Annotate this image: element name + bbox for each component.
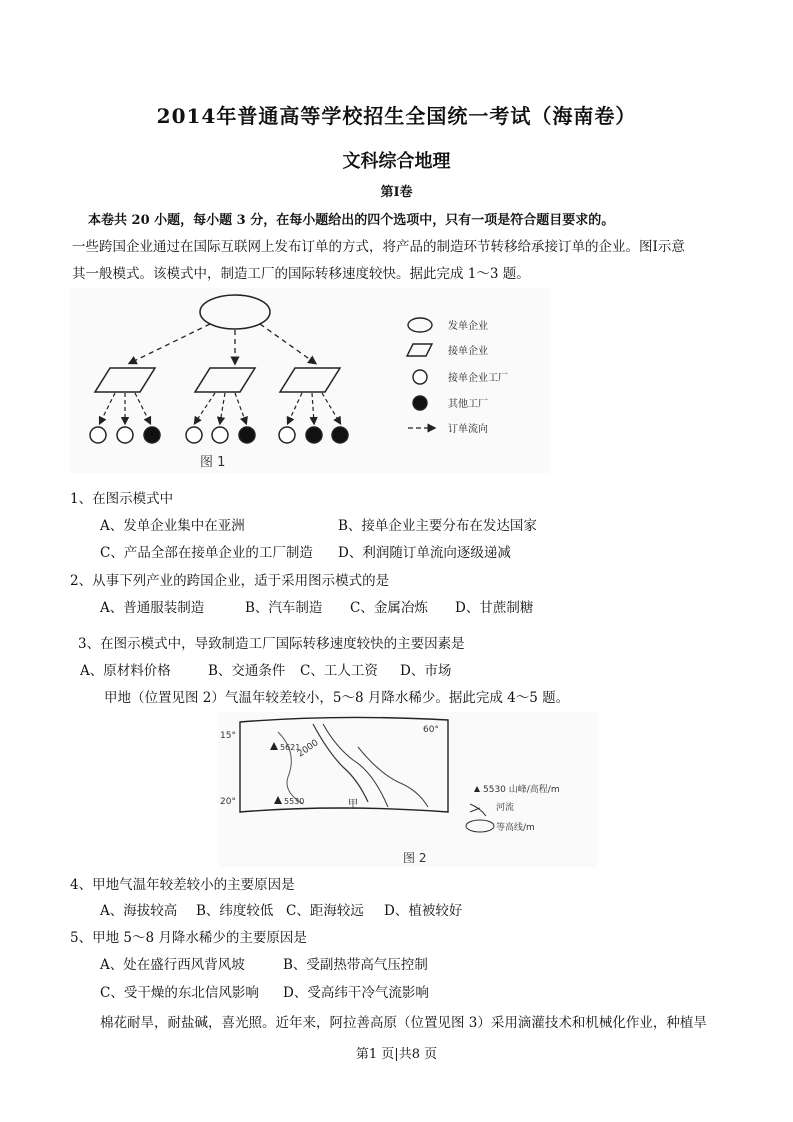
q1-option-b: B、接单企业主要分布在发达国家 xyxy=(338,518,537,534)
q4-option-b: B、纬度较低 xyxy=(196,903,274,919)
q3-option-a: A、原材料价格 xyxy=(80,663,171,679)
q5-option-c: C、受干燥的东北信风影响 xyxy=(100,985,259,1001)
intro2: 甲地（位置见图 2）气温年较差较小，5～8 月降水稀少。据此完成 4～5 题。 xyxy=(104,690,570,706)
peak-label-5530: 5530 xyxy=(284,797,305,806)
q2-option-c: C、金属冶炼 xyxy=(350,600,428,616)
page-title: 2014年普通高等学校招生全国统一考试（海南卷） xyxy=(156,104,637,128)
instructions: 本卷共 20 小题，每小题 3 分，在每小题给出的四个选项中，只有一项是符合题目要求的。 xyxy=(88,213,615,228)
q1-stem: 1、在图示模式中 xyxy=(70,491,174,507)
page-footer: 第1 页|共8 页 xyxy=(355,1047,438,1062)
q4-option-a: A、海拔较高 xyxy=(100,903,178,919)
q2-stem: 2、从事下列产业的跨国企业，适于采用图示模式的是 xyxy=(70,573,390,589)
intro3: 棉花耐旱，耐盐碱，喜光照。近年来，阿拉善高原（位置见图 3）采用滴灌技术和机械化作业，种植旱 xyxy=(100,1015,707,1031)
page-subtitle: 文科综合地理 xyxy=(342,151,451,172)
peak-label-5621: 5621 xyxy=(280,743,301,752)
latitude-label-20: 20° xyxy=(220,797,236,807)
legend-contractor-factory-symbol xyxy=(413,370,427,384)
q5-stem: 5、甲地 5～8 月降水稀少的主要原因是 xyxy=(70,930,307,946)
q4-option-c: C、距海较远 xyxy=(286,903,364,919)
q3-option-d: D、市场 xyxy=(400,663,452,679)
q1-option-c: C、产品全部在接单企业的工厂制造 xyxy=(100,545,313,561)
figure-2-caption: 图 2 xyxy=(403,851,427,865)
legend-other-factory-symbol xyxy=(413,396,427,410)
factory-nodes xyxy=(90,427,348,443)
q2-option-d: D、甘蔗制糖 xyxy=(455,600,534,616)
q1-option-a: A、发单企业集中在亚洲 xyxy=(100,518,245,534)
q3-stem: 3、在图示模式中，导致制造工厂国际转移速度较快的主要因素是 xyxy=(78,636,465,652)
q3-option-c: C、工人工资 xyxy=(300,663,378,679)
figure-2 xyxy=(218,712,598,867)
q4-option-d: D、植被较好 xyxy=(384,903,463,919)
volume-heading: 第Ⅰ卷 xyxy=(380,185,413,200)
contour-label: 2000 xyxy=(295,738,321,760)
q4-stem: 4、甲地气温年较差较小的主要原因是 xyxy=(70,877,295,893)
q5-option-a: A、处在盛行西风背风坡 xyxy=(100,957,245,973)
legend-other-factory-label: 其他工厂 xyxy=(448,399,488,410)
place-jia: 甲 xyxy=(348,799,358,810)
longitude-label-60: 60° xyxy=(423,725,439,735)
legend-river-label: 河流 xyxy=(496,803,515,813)
legend-order-flow-label: 订单流向 xyxy=(448,424,488,435)
latitude-label-15: 15° xyxy=(220,731,236,741)
q3-option-b: B、交通条件 xyxy=(208,663,286,679)
legend-contractor-factory-label: 接单企业工厂 xyxy=(448,373,508,384)
q2-option-b: B、汽车制造 xyxy=(245,600,323,616)
legend-contour-label: 等高线/m xyxy=(496,823,535,833)
intro1-line1: 一些跨国企业通过在国际互联网上发布订单的方式，将产品的制造环节转移给承接订单的企业。图Ⅰ示意 xyxy=(72,239,685,255)
q5-option-b: B、受副热带高气压控制 xyxy=(283,957,428,973)
q5-option-d: D、受高纬干冷气流影响 xyxy=(283,985,429,1001)
legend-issuer-label: 发单企业 xyxy=(448,321,488,332)
q1-option-d: D、利润随订单流向逐级递减 xyxy=(338,545,511,561)
intro1-line2: 其一般模式。该模式中，制造工厂的国际转移速度较快。据此完成 1～3 题。 xyxy=(72,266,530,282)
figure-1 xyxy=(70,288,550,473)
figure-1-caption: 图 1 xyxy=(200,455,226,470)
q2-option-a: A、普通服装制造 xyxy=(100,600,205,616)
legend-peak-label: 5530 山峰/高程/m xyxy=(483,785,560,795)
legend-contractor-label: 接单企业 xyxy=(448,346,488,357)
